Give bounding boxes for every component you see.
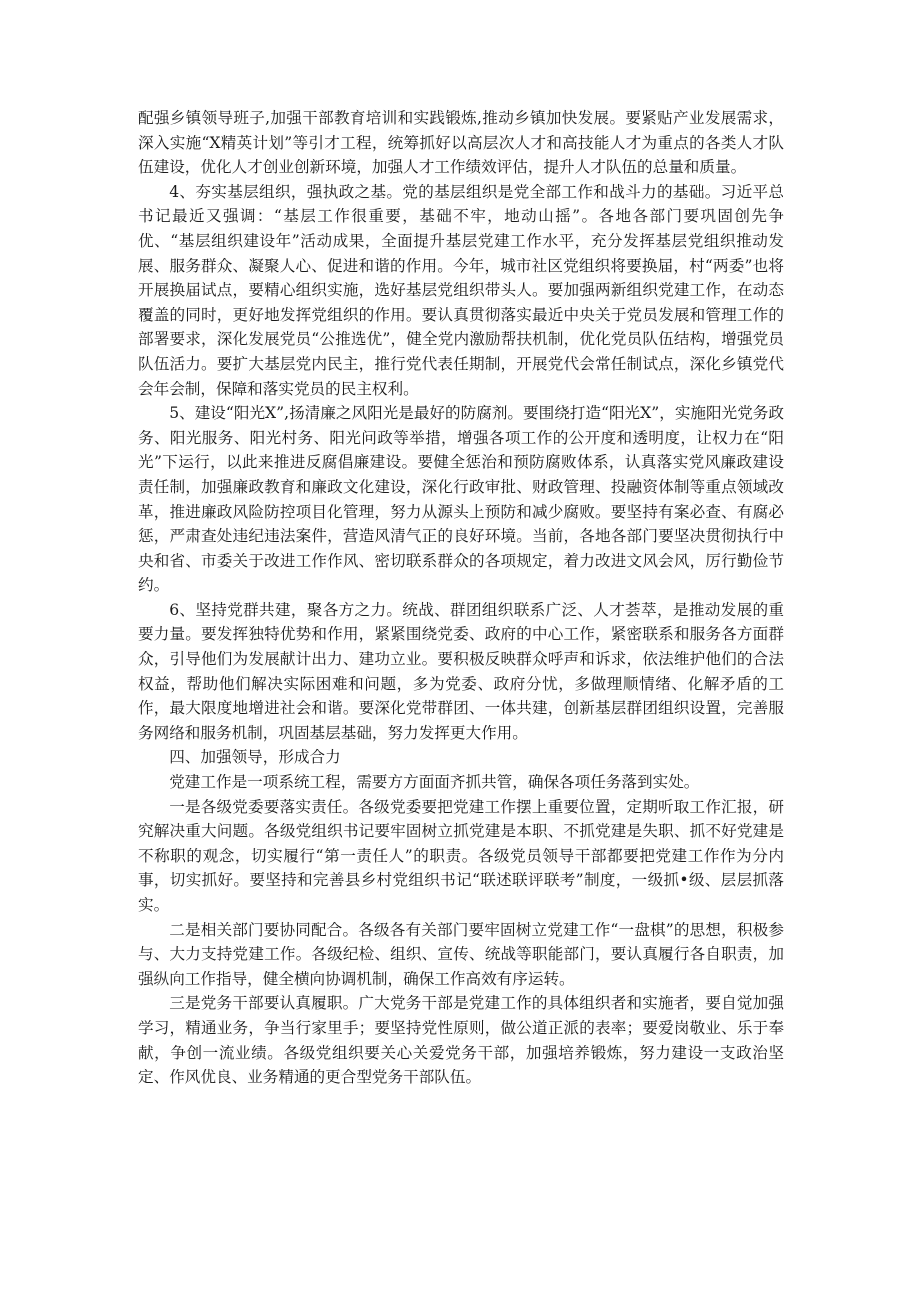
paragraph-grassroots-organization: 4、夯实基层组织，强执政之基。党的基层组织是党全部工作和战斗力的基础。习近平总书记最近又强调：“基层工作很重要，基础不牢，地动山摇”。各地各部门要巩固创先争优、“基层组织建设年”活动成果，全面提升基层党建工作水平，充分发挥基层党组织推动发展、服务群众、凝聚人心、促进和谐的作用。今年，城市社区党组织将要换届，村“两委”也将开展换届试点，要精心组织实施，选好基层党组织带头人。要加强两新组织党建工作，在动态覆盖的同时，更好地发挥党组织的作用。要认真贯彻落实最近中央关于党员发展和管理工作的部署要求，深化发展党员“公推选优”，健全党内激励帮扶机制，优化党员队伍结构，增强党员队伍活力。要扩大基层党内民主，推行党代表任期制，开展党代会常任制试点，深化乡镇党代会年会制，保障和落实党员的民主权利。 xyxy=(138,182,784,398)
paragraph-system-engineering: 党建工作是一项系统工程，需要方方面面齐抓共管，确保各项任务落到实处。 xyxy=(169,773,700,792)
paragraph-party-committee-responsibility: 一是各级党委要落实责任。各级党委要把党建工作摆上重要位置，定期听取工作汇报，研究解决重大问题。各级党组织书记要牢固树立抓党建是本职、不抓党建是失职、抓不好党建是不称职的观念，切实履行“第一责任人”的职责。各级党员领导干部都要把党建工作作为分内事，切实抓好。要坚持和完善县乡村党组织书记“联述联评联考”制度，一级抓•级、层层抓落实。 xyxy=(138,797,784,914)
paragraph-departments-cooperation: 二是相关部门要协同配合。各级各有关部门要牢固树立党建工作“一盘棋”的思想，积极参与、大力支持党建工作。各级纪检、组织、宣传、统战等职能部门，要认真履行各自职责，加强纵向工作指导，健全横向协调机制，确保工作高效有序运转。 xyxy=(138,920,784,988)
paragraph-party-mass-coconstruction: 6、坚持党群共建，聚各方之力。统战、群团组织联系广泛、人才荟萃，是推动发展的重要力量。要发挥独特优势和作用，紧紧围绕党委、政府的中心工作，紧密联系和服务各方面群众，引导他们为发展献计出力、建功立业。要积极反映群众呼声和诉求，依法维护他们的合法权益，帮助他们解决实际困难和问题，多为党委、政府分忧，多做理顺情绪、化解矛盾的工作，最大限度地增进社会和谐。要深化党带群团、一体共建，创新基层群团组织设置，完善服务网络和服务机制，巩固基层基础，努力发挥更大作用。 xyxy=(138,600,784,742)
section-heading-strengthen-leadership: 四、加强领导，形成合力 xyxy=(169,748,341,767)
document-page xyxy=(138,106,784,1090)
paragraph-party-cadres-duty: 三是党务干部要认真履职。广大党务干部是党建工作的具体组织者和实施者，要自觉加强学习，精通业务，争当行家里手；要坚持党性原则，做公道正派的表率；要爱岗敬业、乐于奉献，争创一流业绩。各级党组织要关心关爱党务干部，加强培养锻炼，努力建设一支政治坚定、作风优良、业务精通的更合型党务干部队伍。 xyxy=(138,994,784,1087)
paragraph-talent-continuation: 配强乡镇领导班子,加强干部教育培训和实践锻炼,推动乡镇加快发展。要紧贴产业发展需求，深入实施“X精英计划”等引才工程，统筹抓好以高层次人才和高技能人才为重点的各类人才队伍建设，优化人才创业创新环境，加强人才工作绩效评估，提升人才队伍的总量和质量。 xyxy=(138,109,784,177)
paragraph-sunshine-x: 5、建设“阳光X”,扬清廉之风阳光是最好的防腐剂。要围绕打造“阳光X”，实施阳光党务政务、阳光服务、阳光村务、阳光问政等举措，增强各项工作的公开度和透明度，让权力在“阳光”下运行，以此来推进反腐倡廉建设。要健全惩治和预防腐败体系，认真落实党风廉政建设责任制，加强廉政教育和廉政文化建设，深化行政审批、财政管理、投融资体制等重点领域改革，推进廉政风险防控项目化管理，努力从源头上预防和减少腐败。要坚持有案必查、有腐必惩，严肃查处违纪违法案件，营造风清气正的良好环境。当前，各地各部门要坚决贯彻执行中央和省、市委关于改进工作作风、密切联系群众的各项规定，着力改进文风会风，厉行勤俭节约。 xyxy=(138,404,784,595)
